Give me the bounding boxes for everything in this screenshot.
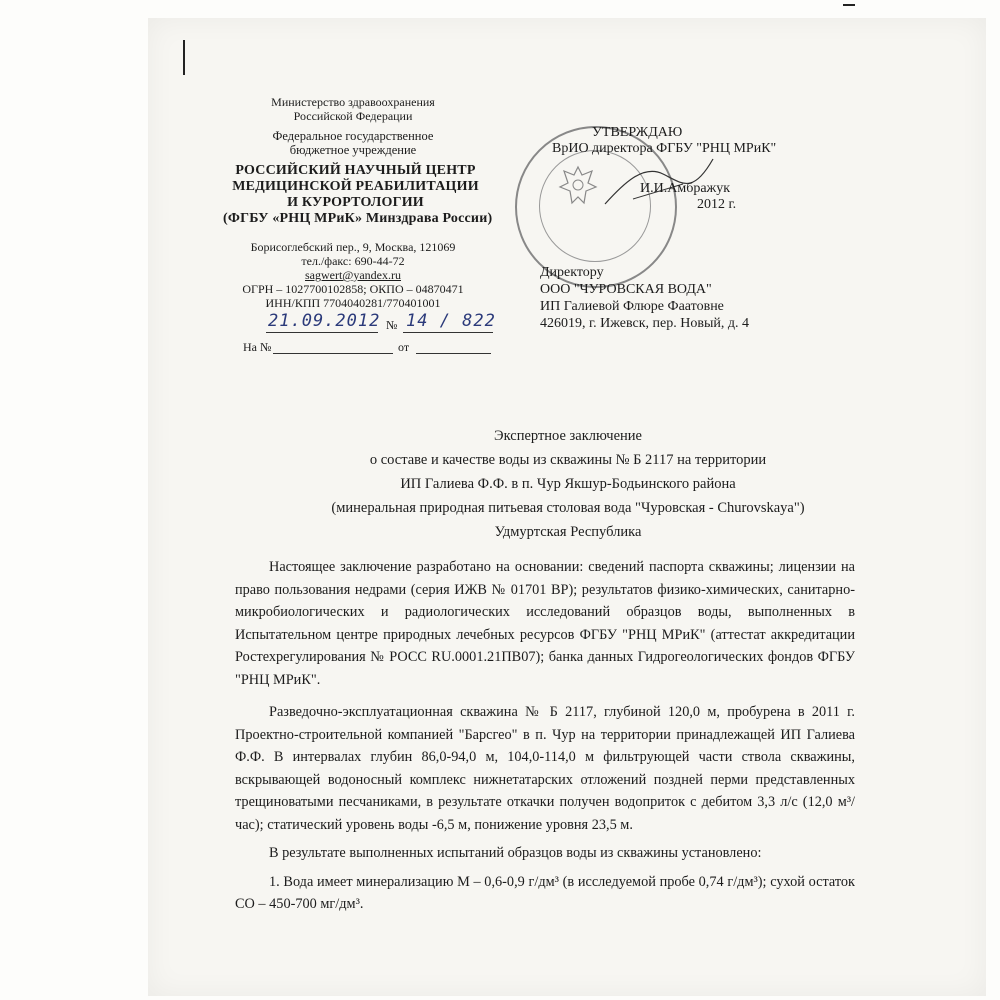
center-line4: (ФГБУ «РНЦ МРиК» Минздрава России) (223, 211, 493, 226)
email-link[interactable]: sagwert@yandex.ru (304, 268, 402, 282)
ref-date: 21.09.2012 (268, 311, 381, 331)
eagle-emblem-icon (554, 161, 602, 209)
inn: ИНН/КПП 7704040281/770401001 (265, 296, 441, 310)
ot-underline (416, 353, 491, 354)
institution-line2: бюджетное учреждение (289, 143, 417, 157)
approve-signer: И.И.Амбражук (640, 181, 731, 196)
ot-label: от (398, 340, 410, 354)
body-text (235, 556, 855, 916)
institution-type (243, 129, 463, 157)
approve-label: УТВЕРЖДАЮ (592, 125, 683, 140)
approve-position: ВрИО директора ФГБУ "РНЦ МРиК" (552, 141, 777, 156)
center-line3: И КУРОРТОЛОГИИ (287, 195, 424, 210)
paragraph-mineralization: 1. Вода имеет минерализацию М – 0,6-0,9 г/дм³ (в исследуемой пробе 0,74 г/дм³); сухой остаток СО – 450-700 мг/дм³. (235, 873, 855, 912)
address: Борисоглебский пер., 9, Москва, 121069 (250, 240, 456, 254)
center-name (223, 163, 493, 227)
ministry-line1: Министерство здравоохранения (271, 95, 435, 109)
document-title (208, 424, 928, 544)
margin-mark (183, 40, 185, 75)
ref-number-underline (403, 332, 493, 333)
ref-no-label: № (386, 318, 398, 332)
title-line2: о составе и качестве воды из скважины № Б 2117 на территории (369, 452, 767, 468)
ref-number: 14 / 822 (406, 311, 496, 331)
recipient-line3: ИП Галиевой Флюре Фаатовне (540, 299, 724, 314)
title-line4: (минеральная природная питьевая столовая вода "Чуровская - Churovskaya") (331, 500, 805, 516)
na-label: На № (243, 340, 272, 354)
title-line5: Удмуртская Республика (494, 524, 642, 540)
recipient-line4: 426019, г. Ижевск, пер. Новый, д. 4 (540, 316, 749, 331)
recipient-block (540, 264, 749, 332)
ministry-name (243, 95, 463, 123)
center-line2: МЕДИЦИНСКОЙ РЕАБИЛИТАЦИИ (232, 179, 479, 194)
ministry-line2: Российской Федерации (293, 109, 413, 123)
contact-block (238, 240, 468, 310)
paragraph-results-intro: В результате выполненных испытаний образцов воды из скважины установлено: (269, 845, 762, 861)
title-line3: ИП Галиева Ф.Ф. в п. Чур Якшур-Бодьинского района (400, 476, 736, 492)
na-underline (273, 353, 393, 354)
ref-date-underline (266, 332, 378, 333)
recipient-line2: ООО "ЧУРОВСКАЯ ВОДА" (540, 282, 712, 297)
paragraph-basis: Настоящее заключение разработано на основании: сведений паспорта скважины; лицензии на право пользования недрами (серия ИЖВ № 01701 ВР); результатов физико-химических, санитарно-микробиологических и радиологических исследований образцов воды, выполненных в Испытательном центре природных лечебных ресурсов ФГБУ "РНЦ МРиК" (аттестат аккредитации Ростехрегулирования № РОСС RU.0001.21ПВ07); банка данных Гидрогеологических фондов ФГБУ "РНЦ МРиК". (235, 559, 855, 688)
center-line1: РОССИЙСКИЙ НАУЧНЫЙ ЦЕНТР (235, 163, 476, 178)
ogrn: ОГРН – 1027700102858; ОКПО – 04870471 (242, 282, 464, 296)
phone: тел./факс: 690-44-72 (301, 254, 405, 268)
document-page (148, 18, 986, 996)
corner-mark (843, 4, 855, 6)
institution-line1: Федеральное государственное (272, 129, 434, 143)
title-line1: Экспертное заключение (494, 428, 642, 444)
recipient-line1: Директору (540, 265, 604, 280)
paragraph-well: Разведочно-эксплуатационная скважина № Б 2117, глубиной 120,0 м, пробурена в 2011 г. Проектно-строительной компанией "Барсгео" в п. Чур на территории принадлежащей ИП Галиева Ф.Ф. В интервалах глубин 86,0-94,0 м, 104,0-114,0 м фильтрующей части ствола скважины, вскрывающей водоносный комплекс нижнетатарских отложений поздней перми представленных трещиноватыми песчаниками, в результате откачки получен водоприток с дебитом 3,3 л/с (12,0 м³/час); статический уровень воды -6,5 м, понижение уровня 23,5 м. (235, 704, 855, 833)
approve-year: 2012 г. (697, 197, 737, 212)
